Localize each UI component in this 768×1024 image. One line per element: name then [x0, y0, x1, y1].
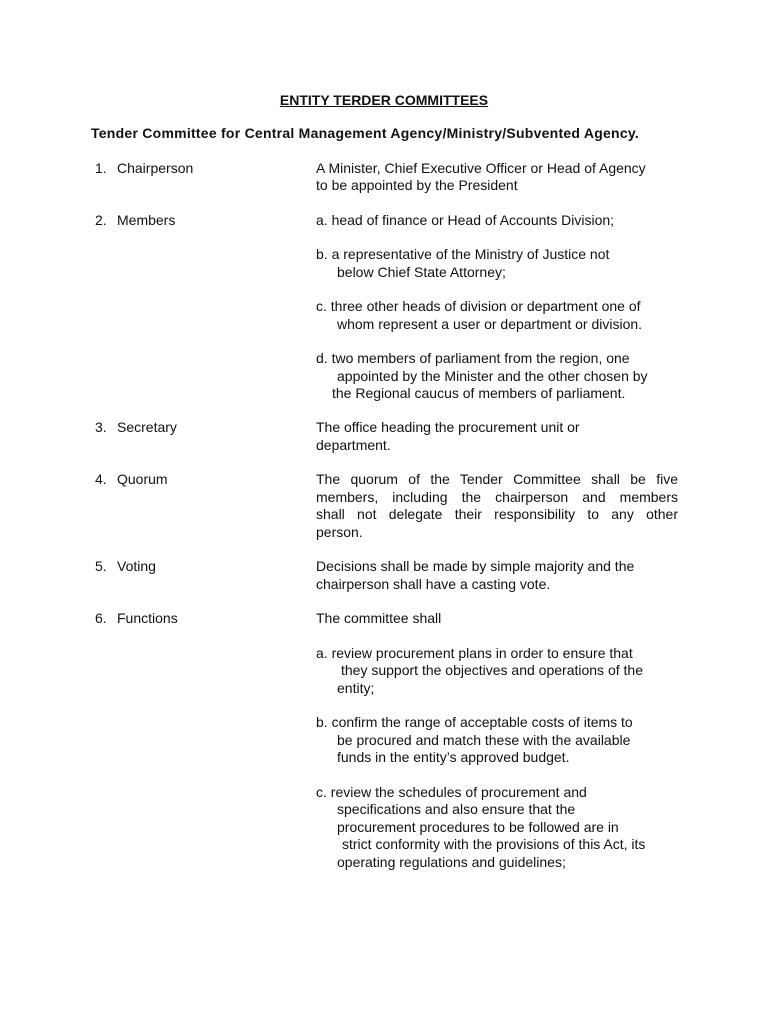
quorum-text-line: The quorum of the Tender Committee shall be five — [316, 471, 678, 487]
functions-subitem-b-cont: be procured and match these with the available — [337, 732, 631, 748]
secretary-text-line: department. — [316, 437, 391, 453]
functions-subitem-b: b. confirm the range of acceptable costs of items to — [316, 714, 633, 730]
item-label-quorum: Quorum — [117, 471, 168, 487]
quorum-text-line: members, including the chairperson and members — [316, 488, 678, 505]
item-label-functions: Functions — [117, 610, 178, 626]
item-label-members: Members — [117, 212, 176, 228]
functions-subitem-a-cont: they support the objectives and operations of the — [341, 662, 643, 678]
functions-subitem-c-cont: procurement procedures to be followed are in — [337, 819, 619, 835]
item-number: 1. — [95, 160, 107, 176]
item-number: 4. — [95, 471, 107, 487]
chairperson-text-line: to be appointed by the President — [316, 177, 518, 193]
functions-subitem-c-cont: operating regulations and guidelines; — [337, 854, 566, 870]
members-subitem-d-cont: appointed by the Minister and the other chosen by — [337, 368, 648, 384]
voting-text-line: Decisions shall be made by simple majority and the — [316, 558, 635, 574]
functions-subitem-c-cont: strict conformity with the provisions of this Act, its — [342, 836, 646, 852]
voting-text-line: chairperson shall have a casting vote. — [316, 576, 551, 592]
quorum-text-line: shall not delegate their responsibility to any other — [316, 506, 678, 522]
item-label-voting: Voting — [117, 558, 156, 574]
item-label-secretary: Secretary — [117, 419, 177, 435]
members-subitem-d: d. two members of parliament from the region, one — [316, 350, 630, 366]
chairperson-text-line: A Minister, Chief Executive Officer or Head of Agency — [316, 160, 646, 176]
functions-subitem-a-cont: entity; — [337, 680, 375, 696]
document-title: ENTITY TERDER COMMITTEES — [279, 92, 489, 108]
quorum-text-line: person. — [316, 523, 363, 540]
item-number: 2. — [95, 212, 107, 228]
functions-subitem-c-cont: specifications and also ensure that the — [337, 801, 576, 817]
functions-subitem-c: c. review the schedules of procurement and — [316, 784, 587, 800]
quorum-paragraph — [316, 471, 678, 541]
functions-subitem-b-cont: funds in the entity’s approved budget. — [337, 749, 570, 765]
functions-intro: The committee shall — [316, 610, 442, 626]
functions-subitem-a: a. review procurement plans in order to ensure that — [316, 645, 633, 661]
document-subtitle: Tender Committee for Central Management Agency/Ministry/Subvented Agency. — [91, 125, 640, 141]
members-subitem-b-cont: below Chief State Attorney; — [337, 264, 506, 280]
item-number: 6. — [95, 610, 107, 626]
members-subitem-c-cont: whom represent a user or department or division. — [337, 316, 643, 332]
secretary-text-line: The office heading the procurement unit or — [316, 419, 580, 435]
members-subitem-a: a. head of finance or Head of Accounts Division; — [316, 212, 615, 228]
members-subitem-d-cont: the Regional caucus of members of parliament. — [332, 385, 626, 401]
item-number: 5. — [95, 558, 107, 574]
members-subitem-b: b. a representative of the Ministry of Justice not — [316, 246, 610, 262]
item-label-chairperson: Chairperson — [117, 160, 194, 176]
members-subitem-c: c. three other heads of division or department one of — [316, 298, 641, 314]
item-number: 3. — [95, 419, 107, 435]
